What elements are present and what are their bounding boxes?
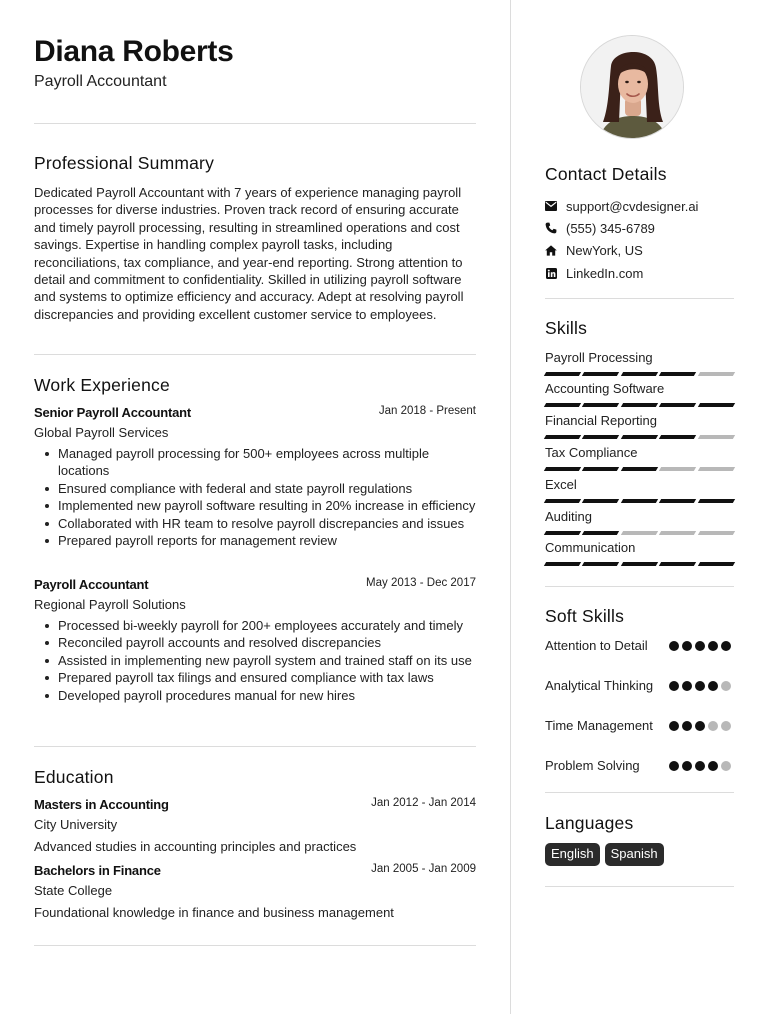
language-tag-spanish: Spanish	[605, 843, 664, 866]
summary-text: Dedicated Payroll Accountant with 7 years of experience managing payroll processes for diverse industries. Proven track record of ensuring accurate and timely payroll processing, resulting in streamlined operations and cost savings. Expertise in handling complex payroll tasks, including reconciliations, tax compliance, and year-end reporting. Strong attention to detail and commitment to confidentiality. Skilled in utilizing payroll software and systems to optimize efficiency and accuracy. Adept at resolving payroll discrepancies and providing excellent customer service to employees.	[34, 185, 464, 322]
skill-segment-filled	[582, 531, 620, 535]
bullet-item: Assisted in implementing new payroll system and trained staff on its use	[34, 652, 476, 669]
contact-email-text: support@cvdesigner.ai	[566, 198, 699, 214]
soft-skill-name: Analytical Thinking	[545, 678, 654, 693]
degree-name: Masters in Accounting	[34, 797, 169, 812]
skill-segment-filled	[621, 403, 659, 407]
skill-segment-filled	[659, 372, 697, 376]
divider	[34, 123, 476, 124]
skill-segment-filled	[621, 372, 659, 376]
home-icon	[545, 244, 557, 256]
rating-dot-empty	[721, 681, 731, 691]
skill-segment-filled	[582, 562, 620, 566]
skill-segment-filled	[659, 403, 697, 407]
education-dates: Jan 2005 - Jan 2009	[371, 863, 476, 875]
contact-linkedin[interactable]	[545, 265, 643, 281]
skill-segment-filled	[582, 372, 620, 376]
soft-skill-name: Time Management	[545, 718, 653, 733]
profile-photo-illustration	[581, 36, 684, 139]
rating-dot-filled	[708, 681, 718, 691]
soft-skills-heading: Soft Skills	[545, 606, 625, 626]
job-role: Payroll Accountant	[34, 577, 149, 592]
skill-segment-filled	[544, 467, 582, 471]
rating-dot-empty	[721, 721, 731, 731]
soft-skill-rating	[669, 641, 731, 651]
skill-name: Payroll Processing	[545, 350, 653, 365]
contact-email[interactable]	[545, 198, 698, 214]
language-tag-english: English	[545, 843, 600, 866]
bullet-item: Prepared payroll tax filings and ensured compliance with tax laws	[34, 669, 476, 686]
skill-level-bar	[545, 403, 734, 407]
divider	[545, 886, 734, 887]
skill-item	[545, 509, 734, 535]
bullet-item: Ensured compliance with federal and state payroll regulations	[34, 480, 476, 497]
skill-segment-filled	[659, 435, 697, 439]
column-divider	[510, 0, 511, 1014]
contact-location-text: NewYork, US	[566, 242, 643, 258]
soft-skill-rating	[669, 721, 731, 731]
skill-segment-filled	[659, 562, 697, 566]
bullet-item: Managed payroll processing for 500+ employees across multiple locations	[34, 445, 476, 480]
rating-dot-filled	[708, 641, 718, 651]
bullet-item: Reconciled payroll accounts and resolved discrepancies	[34, 634, 476, 651]
degree-name: Bachelors in Finance	[34, 863, 161, 878]
skill-segment-filled	[582, 499, 620, 503]
skill-segment-filled	[582, 435, 620, 439]
skill-segment-filled	[582, 403, 620, 407]
job-bullets	[34, 617, 476, 704]
contact-linkedin-text: LinkedIn.com	[566, 265, 644, 281]
education-entry	[34, 797, 476, 856]
soft-skill-name: Problem Solving	[545, 758, 640, 773]
skill-segment-empty	[697, 531, 735, 535]
job-dates: May 2013 - Dec 2017	[366, 577, 476, 589]
skills-heading: Skills	[545, 318, 588, 338]
job-bullets	[34, 445, 476, 549]
envelope-icon	[545, 200, 557, 212]
rating-dot-filled	[695, 721, 705, 731]
rating-dot-filled	[695, 681, 705, 691]
skill-level-bar	[545, 467, 734, 471]
rating-dot-empty	[721, 761, 731, 771]
rating-dot-filled	[682, 761, 692, 771]
skill-segment-empty	[697, 372, 735, 376]
divider	[34, 746, 476, 747]
contact-heading: Contact Details	[545, 164, 667, 184]
skill-name: Communication	[545, 540, 636, 555]
skill-item	[545, 477, 734, 503]
job-dates: Jan 2018 - Present	[378, 405, 476, 417]
skill-item	[545, 540, 734, 566]
candidate-title: Payroll Accountant	[34, 73, 167, 90]
school-name: City University	[34, 817, 118, 832]
skill-level-bar	[545, 531, 734, 535]
skill-segment-filled	[621, 435, 659, 439]
skill-segment-filled	[544, 562, 582, 566]
skill-name: Excel	[545, 477, 577, 492]
skill-name: Accounting Software	[545, 381, 665, 396]
job-role: Senior Payroll Accountant	[34, 405, 192, 420]
languages-heading: Languages	[545, 813, 634, 833]
skill-segment-filled	[697, 403, 735, 407]
skill-segment-filled	[621, 499, 659, 503]
education-description: Foundational knowledge in finance and business management	[34, 905, 394, 920]
rating-dot-filled	[695, 761, 705, 771]
rating-dot-filled	[695, 641, 705, 651]
linkedin-icon	[545, 267, 557, 279]
skill-level-bar	[545, 435, 734, 439]
job-company: Regional Payroll Solutions	[34, 597, 186, 612]
skill-segment-filled	[544, 499, 582, 503]
skill-segment-filled	[544, 435, 582, 439]
skill-name: Financial Reporting	[545, 413, 658, 428]
soft-skill-rating	[669, 681, 731, 691]
phone-icon	[545, 222, 557, 234]
job-entry	[34, 577, 476, 704]
divider	[545, 586, 734, 587]
soft-skill-name: Attention to Detail	[545, 638, 648, 653]
bullet-item: Implemented new payroll software resulting in 20% increase in efficiency	[34, 497, 476, 514]
school-name: State College	[34, 883, 113, 898]
skill-segment-filled	[544, 403, 582, 407]
education-heading: Education	[34, 767, 114, 787]
skill-level-bar	[545, 372, 734, 376]
rating-dot-filled	[669, 761, 679, 771]
rating-dot-filled	[669, 681, 679, 691]
rating-dot-filled	[682, 681, 692, 691]
bullet-item: Prepared payroll reports for management review	[34, 532, 476, 549]
divider	[545, 298, 734, 299]
rating-dot-empty	[708, 721, 718, 731]
education-dates: Jan 2012 - Jan 2014	[371, 797, 476, 809]
skill-segment-empty	[659, 531, 697, 535]
rating-dot-filled	[669, 641, 679, 651]
skill-segment-empty	[659, 467, 697, 471]
skill-segment-filled	[621, 467, 659, 471]
skill-name: Auditing	[545, 509, 592, 524]
skill-segment-filled	[697, 562, 735, 566]
contact-phone[interactable]	[545, 220, 655, 236]
job-company: Global Payroll Services	[34, 425, 169, 440]
rating-dot-filled	[721, 641, 731, 651]
skill-level-bar	[545, 562, 734, 566]
contact-location	[545, 242, 643, 258]
rating-dot-filled	[669, 721, 679, 731]
job-entry	[34, 405, 476, 549]
skill-segment-filled	[544, 531, 582, 535]
bullet-item: Developed payroll procedures manual for new hires	[34, 687, 476, 704]
profile-photo	[580, 35, 684, 139]
soft-skill-rating	[669, 761, 731, 771]
languages-list	[545, 843, 664, 866]
skill-segment-filled	[621, 562, 659, 566]
rating-dot-filled	[708, 761, 718, 771]
skill-segment-empty	[697, 435, 735, 439]
skill-segment-filled	[544, 372, 582, 376]
divider	[545, 792, 734, 793]
skill-item	[545, 350, 734, 376]
candidate-name: Diana Roberts	[34, 35, 234, 68]
rating-dot-filled	[682, 641, 692, 651]
skill-level-bar	[545, 499, 734, 503]
skill-item	[545, 381, 734, 407]
skill-segment-filled	[582, 467, 620, 471]
bullet-item: Processed bi-weekly payroll for 200+ employees accurately and timely	[34, 617, 476, 634]
education-description: Advanced studies in accounting principles and practices	[34, 839, 357, 854]
education-entry	[34, 863, 476, 922]
skill-name: Tax Compliance	[545, 445, 638, 460]
skill-segment-filled	[659, 499, 697, 503]
divider	[34, 945, 476, 946]
rating-dot-filled	[682, 721, 692, 731]
summary-heading: Professional Summary	[34, 153, 215, 173]
contact-phone-text: (555) 345-6789	[566, 220, 655, 236]
skill-segment-filled	[697, 499, 735, 503]
skill-segment-empty	[697, 467, 735, 471]
divider	[34, 354, 476, 355]
skill-item	[545, 445, 734, 471]
bullet-item: Collaborated with HR team to resolve payroll discrepancies and issues	[34, 515, 476, 532]
experience-heading: Work Experience	[34, 375, 170, 395]
skill-item	[545, 413, 734, 439]
skill-segment-empty	[621, 531, 659, 535]
